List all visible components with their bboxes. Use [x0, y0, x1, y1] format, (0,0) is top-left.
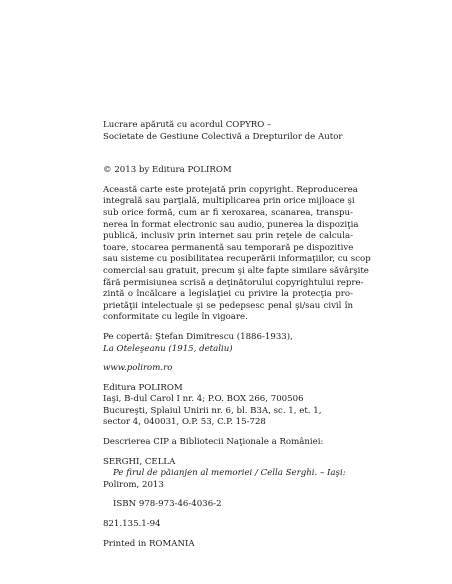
- cip-block: [103, 437, 353, 531]
- agreement-line: Societate de Gestiune Colectivă a Drepturilor de Autor: [103, 131, 343, 142]
- publisher-name: Editura POLIROM: [103, 382, 183, 393]
- cip-author: SERGHI, CELLA: [103, 456, 176, 467]
- classification: 821.135.1-94: [103, 519, 161, 530]
- copyright-page: [103, 120, 371, 550]
- cip-heading: Descrierea CIP a Bibliotecii Naţionale a României:: [103, 437, 324, 448]
- agreement-line: Lucrare apărută cu acordul COPYRO –: [103, 120, 272, 130]
- publisher-address: Bucureşti, Splaiul Unirii nr. 6, bl. B3A, sc. 1, et. 1,: [103, 405, 322, 416]
- legal-line: zintă o încălcare a legislaţiei cu privire la protecţia pro-: [103, 289, 353, 300]
- cover-credit-line: Pe copertă: Ştefan Dimitrescu (1886-1933),: [103, 331, 293, 342]
- publisher-address: sector 4, 040031, O.P. 53, C.P. 15-728: [103, 417, 266, 428]
- legal-line: conformitate cu legile în vigoare.: [103, 312, 248, 323]
- website: [103, 363, 353, 375]
- legal-line: publică, inclusiv prin internet sau prin reţele de calcula-: [103, 231, 353, 242]
- isbn: ISBN 978-973-46-4036-2: [113, 499, 222, 510]
- publisher-block: [103, 383, 353, 429]
- printed-text: Printed in ROMANIA: [103, 538, 195, 549]
- legal-line: toare, stocarea permanentă sau temporară pe dispozitive: [103, 242, 354, 253]
- copyright-line: [103, 165, 353, 177]
- printed-in: [103, 539, 353, 551]
- legal-line: Această carte este protejată prin copyright. Reproducerea: [103, 184, 358, 195]
- legal-line: integrală sau parţială, multiplicarea prin orice mijloace şi: [103, 196, 355, 207]
- legal-line: nerea în format electronic sau audio, punerea la dispoziţia: [103, 219, 359, 230]
- legal-line: prietăţii intelectuale şi se pedepsesc penal şi/sau civil în: [103, 300, 353, 311]
- legal-line: fără permisiunea scrisă a deţinătorului copyrightului repre-: [103, 277, 364, 288]
- cip-title-cont: Polirom, 2013: [103, 479, 164, 490]
- legal-line: sau sisteme cu posibilitatea recuperării informaţiilor, cu scop: [103, 254, 371, 265]
- cover-credit-line: La Oteleşeanu (1915, detaliu): [103, 343, 233, 354]
- legal-line: sub orice formă, cum ar fi xeroxarea, scanarea, transpu-: [103, 207, 353, 218]
- cover-credit: [103, 332, 353, 355]
- copyright-text: © 2013 by Editura POLIROM: [103, 165, 232, 176]
- publisher-address: Iaşi, B-dul Carol I nr. 4; P.O. BOX 266, 700506: [103, 394, 304, 405]
- cip-title: Pe firul de păianjen al memoriei / Cella Serghi. – Iaşi:: [113, 468, 346, 479]
- legal-notice: [103, 184, 371, 324]
- legal-line: comercial sau gratuit, precum şi alte fapte similare săvârşite: [103, 265, 369, 276]
- website-link: www.polirom.ro: [103, 363, 173, 374]
- copyro-agreement: [103, 120, 353, 143]
